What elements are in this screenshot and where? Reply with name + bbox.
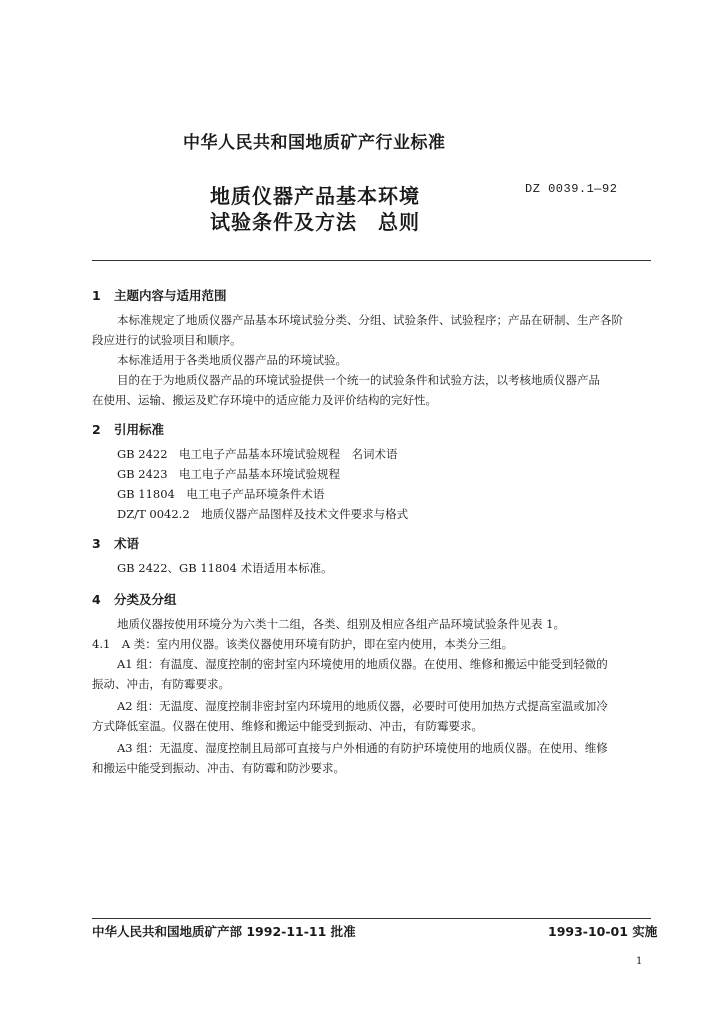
standard-code: DZ 0039.1—92 [525, 182, 618, 196]
section-title: 分类及分组 [114, 592, 177, 607]
paragraph-line: 目的在于为地质仪器产品的环境试验提供一个统一的试验条件和试验方法，以考核地质仪器产品 [117, 373, 600, 387]
page-number: 1 [636, 956, 643, 967]
reference-item: GB 2422 电工电子产品基本环境试验规程 名词术语 [117, 447, 398, 461]
paragraph-line: 本标准规定了地质仪器产品基本环境试验分类、分组、试验条件、试验程序；产品在研制、生产各阶 [117, 313, 623, 327]
paragraph-line: A2 组：无温度、湿度控制非密封室内环境用的地质仪器，必要时可使用加热方式提高室温或加冷 [117, 699, 608, 713]
issuing-body-heading: 中华人民共和国地质矿产行业标准 [183, 133, 446, 153]
standard-title-line2: 试验条件及方法 总则 [210, 210, 420, 234]
paragraph-line: 段应进行的试验项目和顺序。 [92, 333, 242, 347]
paragraph-line: 在使用、运输、搬运及贮存环境中的适应能力及评价结构的完好性。 [92, 393, 437, 407]
reference-item: GB 11804 电工电子产品环境条件术语 [117, 487, 325, 501]
paragraph-line: GB 2422、GB 11804 术语适用本标准。 [117, 561, 333, 575]
paragraph-line: 和搬运中能受到振动、冲击、有防霉和防沙要求。 [92, 761, 345, 775]
paragraph-line: 振动、冲击，有防霉要求。 [92, 677, 230, 691]
section-number: 2 [92, 422, 101, 437]
section-1-heading [92, 286, 227, 304]
footer-rule [92, 918, 651, 919]
paragraph-line: 本标准适用于各类地质仪器产品的环境试验。 [117, 353, 347, 367]
standard-title-line1: 地质仪器产品基本环境 [210, 184, 420, 208]
section-number: 1 [92, 288, 101, 303]
paragraph-line: 方式降低室温。仪器在使用、维修和搬运中能受到振动、冲击，有防霉要求。 [92, 719, 483, 733]
clause-4-1: 4.1 A 类：室内用仪器。该类仪器使用环境有防护，即在室内使用，本类分三组。 [92, 637, 514, 651]
section-title: 术语 [114, 536, 140, 551]
header-rule [92, 260, 651, 261]
section-number: 4 [92, 592, 101, 607]
paragraph-line: 地质仪器按使用环境分为六类十二组，各类、组别及相应各组产品环境试验条件见表 1。 [117, 617, 565, 631]
section-2-heading [92, 420, 164, 438]
paragraph-line: A1 组：有温度、湿度控制的密封室内环境使用的地质仪器。在使用、维修和搬运中能受到轻微的 [117, 657, 608, 671]
section-title: 主题内容与适用范围 [114, 288, 227, 303]
section-4-heading [92, 590, 177, 608]
paragraph-line: A3 组：无温度、湿度控制且局部可直接与户外相通的有防护环境使用的地质仪器。在使用、维修 [117, 741, 608, 755]
reference-item: GB 2423 电工电子产品基本环境试验规程 [117, 467, 341, 481]
effective-date: 1993-10-01 实施 [548, 924, 658, 939]
section-3-heading [92, 534, 139, 552]
section-number: 3 [92, 536, 101, 551]
section-title: 引用标准 [114, 422, 165, 437]
reference-item: DZ/T 0042.2 地质仪器产品图样及技术文件要求与格式 [117, 507, 409, 521]
approval-note: 中华人民共和国地质矿产部 1992-11-11 批准 [92, 924, 356, 939]
